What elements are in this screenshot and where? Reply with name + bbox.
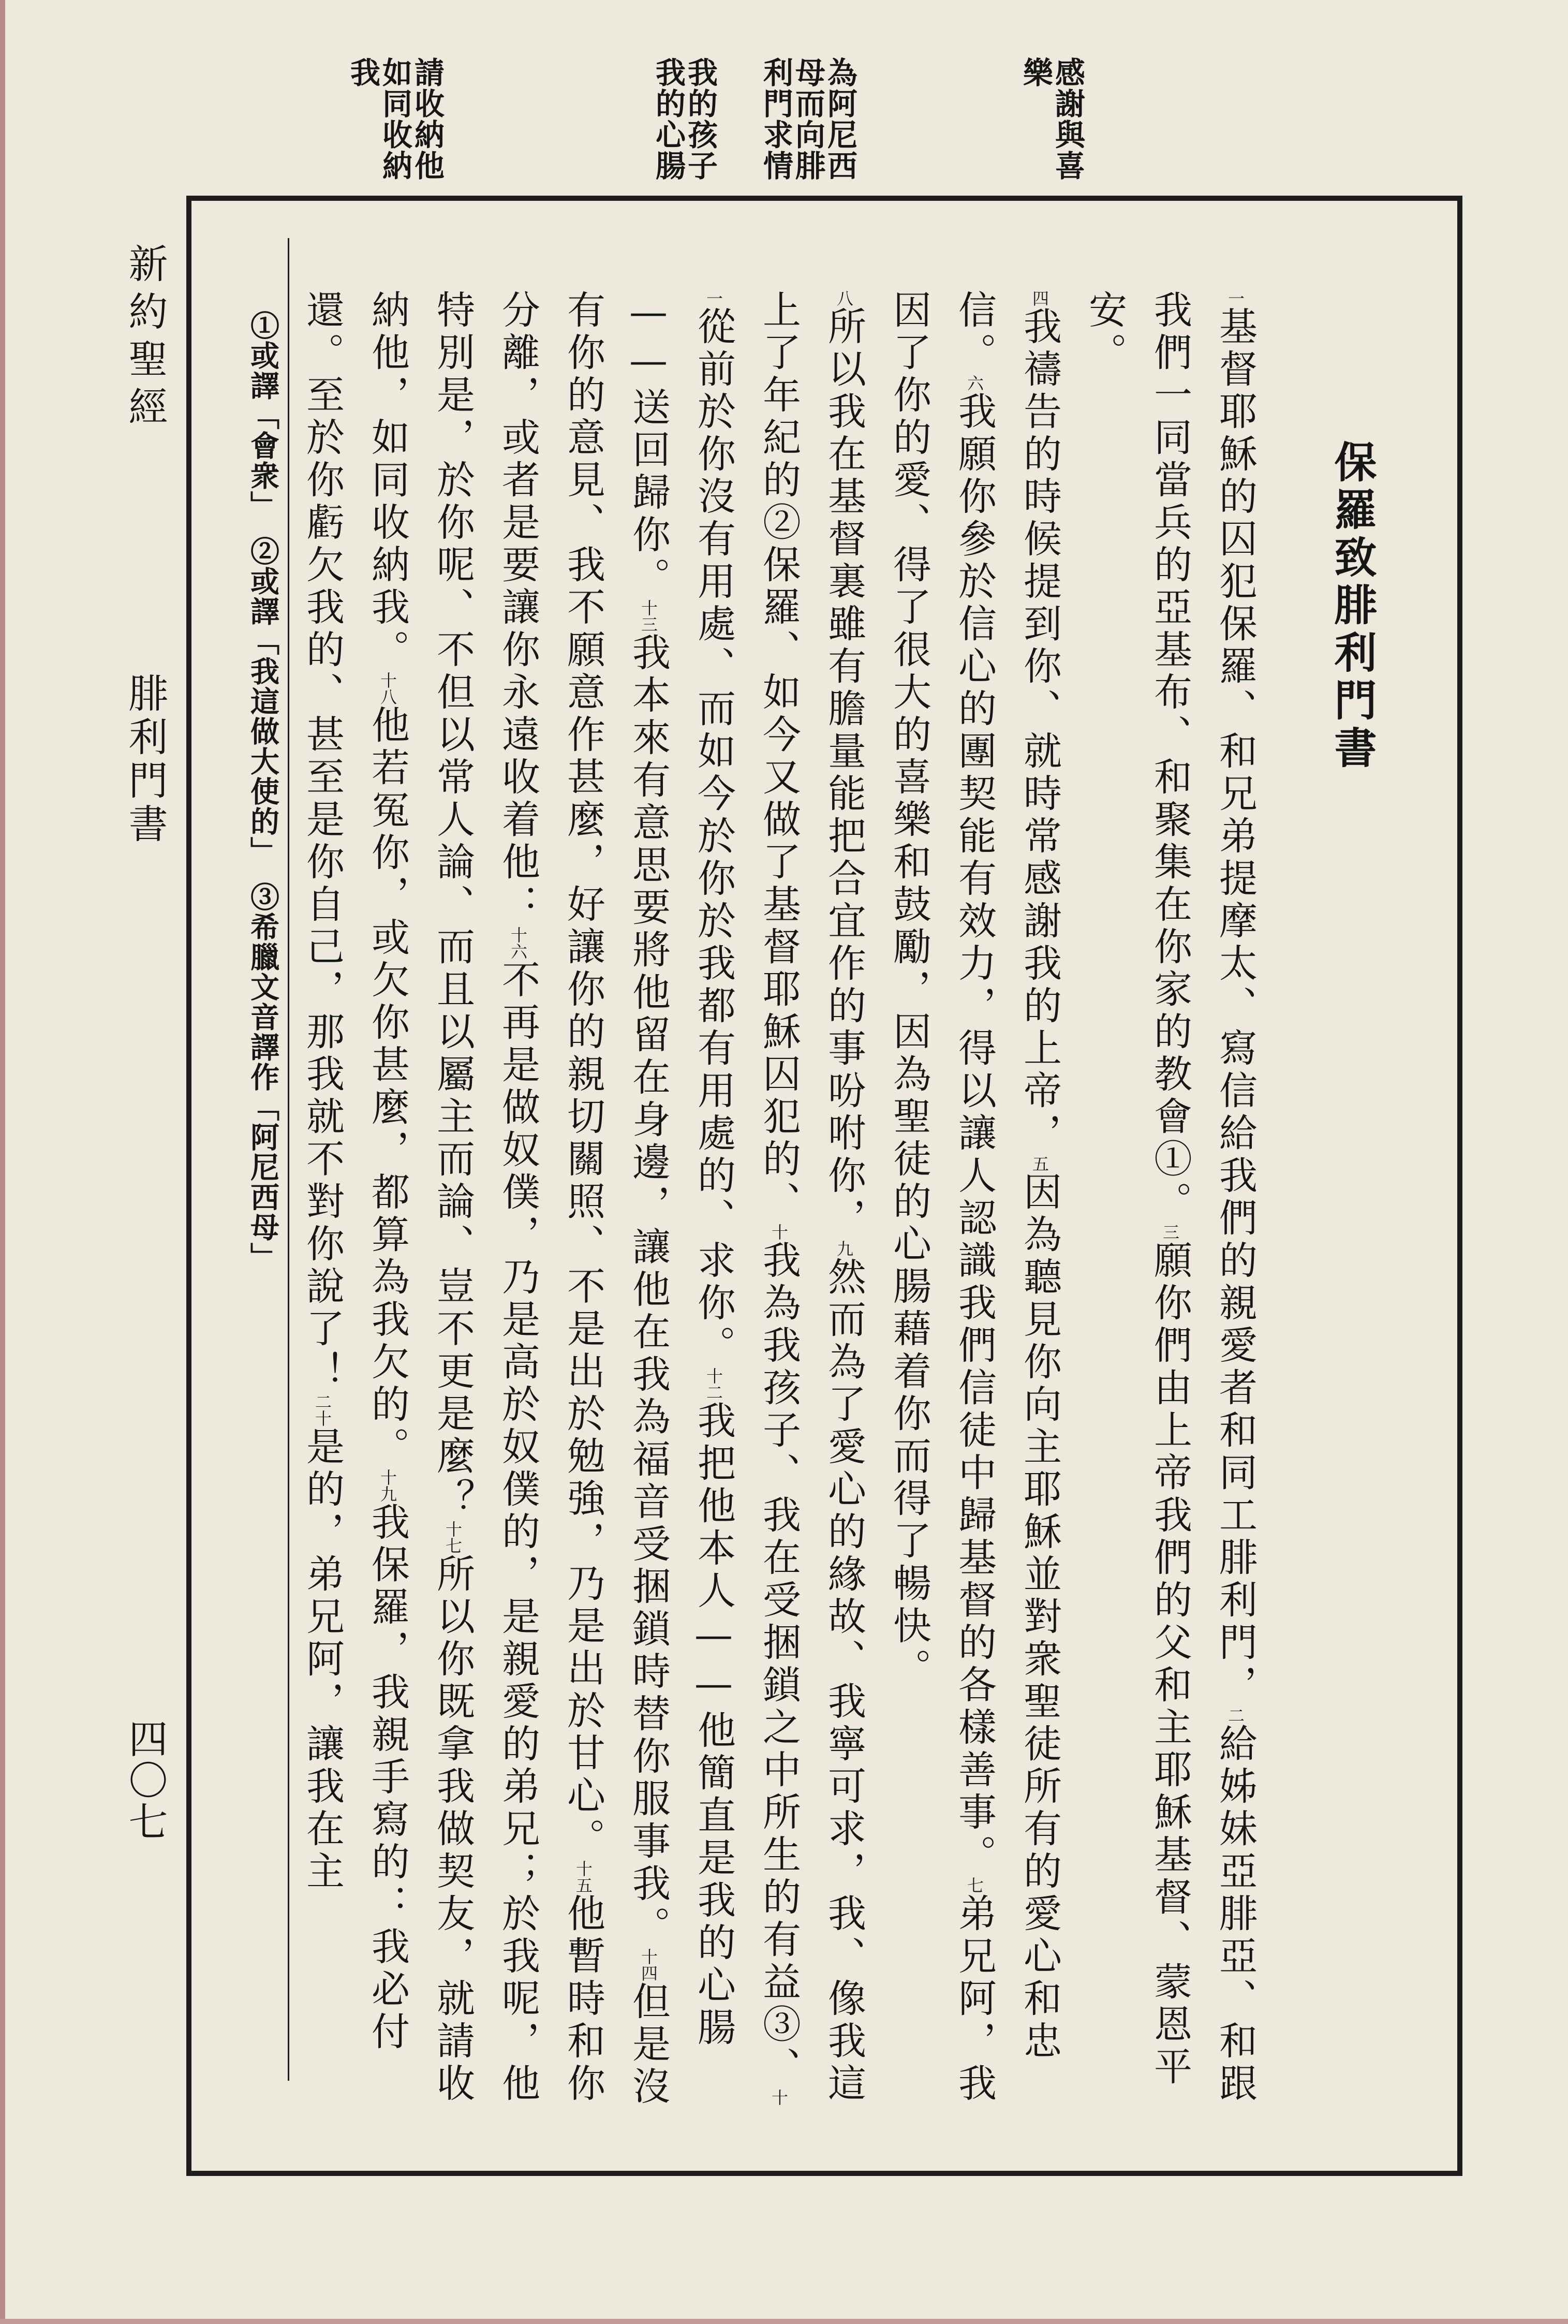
verse-number: 七 (965, 1877, 984, 1893)
verse-text: 我把他本人——他簡直是我的心腸——送回歸你。 (626, 290, 736, 2050)
verse-number: 九 (834, 1240, 854, 1257)
verse-text: 基督耶穌的囚犯保羅、和兄弟提摩太、寫信給我們的親愛者和同工腓利門， (1213, 306, 1258, 1707)
verse-number: 十七 (443, 1521, 463, 1554)
verse-number: 十五 (573, 1860, 593, 1893)
verse-text: 然而為了愛心的緣故、我寧可求，我、像我這上了年紀的②保羅、如今又做了基督耶穌囚犯的、 (757, 290, 866, 2106)
page-edge (0, 0, 5, 2324)
verse-text: 我禱告的時候提到你、就時常感謝我的上帝， (1017, 306, 1062, 1155)
verse-text: 因為聽見你向主耶穌並對衆聖徒所有的愛心和忠信。 (952, 290, 1062, 2063)
verse-text: 他暫時和你分離，或者是要讓你永遠收着他： (496, 290, 605, 2106)
verse-number: 十三 (639, 599, 658, 633)
verse-text: 不再是做奴僕，乃是高於奴僕的，是親愛的弟兄；於我呢，他特別是，於你呢、不但以常人論、而且以屬主而論、豈不更是麼？ (431, 290, 540, 2106)
footnotes: ①或譯「會衆」 ②或譯「我這做大使的」 ③希臘文音譯作「阿尼西母」 (246, 311, 280, 1272)
verse-text: 我願你參於信心的團契能有效力，得以讓人認識我們信徒中歸基督的各樣善事。 (952, 391, 997, 1877)
verse-number: 十八 (378, 672, 397, 705)
verse-number: 十六 (508, 926, 528, 960)
verse-number: 十四 (639, 1948, 658, 1981)
margin-heading-2: 為阿尼西母而向腓利門求情 (758, 57, 857, 181)
page-title: 保羅致腓利門書 (1327, 440, 1377, 773)
page-edge-bottom (0, 2319, 1568, 2324)
verse-number: 二十 (313, 1393, 332, 1426)
verse-number: 六 (965, 375, 984, 391)
margin-heading-4: 請收納他如同收納我 (345, 57, 445, 181)
scripture-body (290, 290, 1268, 2120)
verse-number: 三 (1160, 1224, 1180, 1240)
verse-number: 一 (1225, 290, 1245, 306)
verse-text: 所以你既拿我做契友，就請收納他，如同收納我。 (365, 290, 475, 2106)
verse-number: 十一 (704, 290, 789, 2106)
verse-text: 他若冤你，或欠你甚麼，都算為我欠的。 (365, 705, 410, 1469)
verse-text: 我本來有意思要將他留在身邊，讓他在我為福音受捆鎖時替你服事我。 (626, 633, 671, 1948)
verse-text: 弟兄阿，我因了你的愛、得了很大的喜樂和鼓勵，因為聖徒的心腸藉着你而得了暢快。 (887, 290, 997, 2106)
verse-number: 五 (1030, 1155, 1049, 1172)
verse-text: 是的，弟兄阿，讓我在主 (300, 1426, 345, 1893)
verse-text: 但是沒有你的意見、我不願意作甚麼，好讓你的親切關照、不是出於勉強，乃是出於甘心。 (561, 290, 671, 2109)
margin-heading-3: 我的孩子我的心腸 (650, 57, 718, 181)
verse-text: 從前於你沒有用處、而如今於你於我都有用處的、求你。 (691, 306, 736, 1367)
verse-number: 八 (834, 290, 854, 306)
page-number: 四〇七 (122, 1718, 168, 1843)
verse-text: 我為我孩子、我在受捆鎖之中所生的有益③、 (757, 1240, 801, 2089)
verse-text: 願你們由上帝我們的父和主耶穌基督、蒙恩平安。 (1083, 290, 1192, 2089)
margin-heading-1: 感謝與喜樂 (1018, 57, 1085, 181)
verse-number: 二 (1225, 1707, 1245, 1724)
verse-text: 給姊妹亞腓亞、和跟我們一同當兵的亞基布、和聚集在你家的教會①。 (1148, 290, 1258, 2106)
verse-text: 我保羅，我親手寫的：我必付還。至於你虧欠我的、甚至是你自己，那我就不對你說了！ (300, 290, 410, 2054)
verse-number: 十二 (704, 1367, 723, 1401)
running-book-name: 腓利門書 (122, 673, 168, 847)
verse-number: 十 (769, 1224, 789, 1240)
margin-headings (279, 57, 1118, 207)
verse-number: 十九 (378, 1469, 397, 1502)
verse-text: 所以我在基督裏雖有膽量能把合宜作的事吩咐你， (822, 306, 866, 1240)
verse-number: 四 (1030, 290, 1049, 306)
running-head: 新約聖經 (122, 243, 168, 434)
